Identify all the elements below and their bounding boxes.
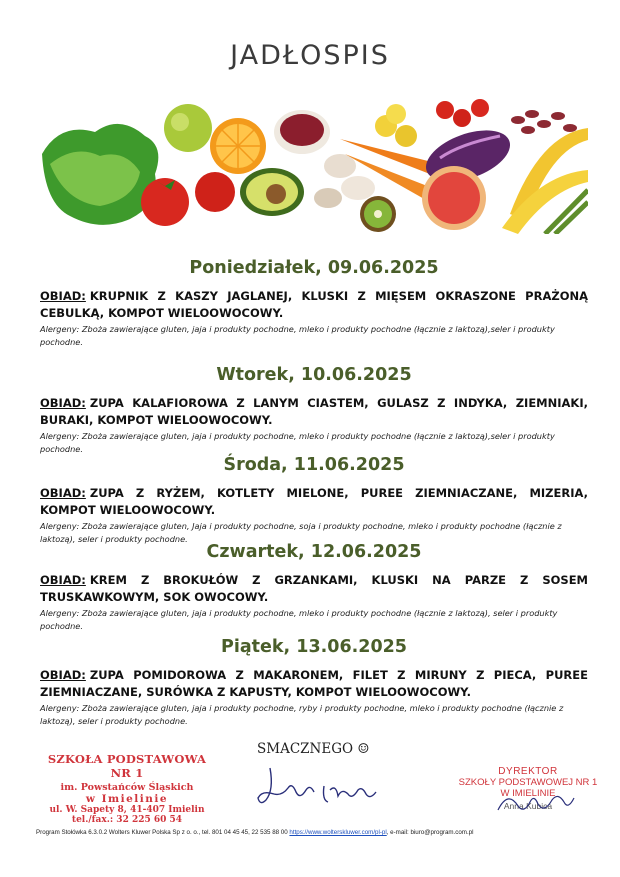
day-monday <box>40 258 588 349</box>
director-name: Anna Kubica <box>503 801 553 811</box>
director-line: SZKOŁY PODSTAWOWEJ NR 1 <box>458 777 598 788</box>
day-friday <box>40 637 588 728</box>
stamp-line: w Imielinie <box>85 793 169 805</box>
bon-appetit-note: SMACZNEGO ☺ <box>257 741 370 757</box>
meal-description <box>40 485 588 519</box>
day-wednesday <box>40 455 588 546</box>
allergens-note: Alergeny: Zboża zawierające gluten, jaja i produkty pochodne, ryby i produkty pochodne, mleko i produkty pochodne (łącznie z laktozą), seler i produkty pochodne. <box>40 703 564 726</box>
stamp-line: tel./fax.: 32 225 60 54 <box>71 815 183 825</box>
school-stamp <box>38 752 216 825</box>
meal-description <box>40 395 588 429</box>
stamp-line: SZKOŁA PODSTAWOWA NR 1 <box>47 752 207 780</box>
allergens-note: Alergeny: Zboża zawierające gluten, jaja i produkty pochodne, mleko i produkty pochodne (łącznie z laktozą),seler i produkty pochodne. <box>40 324 555 347</box>
footer-phone: tel. 801 04 45 45, 22 535 88 00 <box>202 829 288 836</box>
day-title: Czwartek, 12.06.2025 <box>206 542 422 562</box>
meal-text: ZUPA Z RYŻEM, KOTLETY MIELONE, PUREE ZIEMNIACZANE, MIZERIA, KOMPOT WIELOOWOCOWY. <box>40 486 588 517</box>
meal-label: OBIAD: <box>40 486 86 500</box>
meal-text: KRUPNIK Z KASZY JAGLANEJ, KLUSKI Z MIĘSEM OKRASZONE PRAŻONĄ CEBULKĄ, KOMPOT WIELOOWOCOWY. <box>40 289 588 320</box>
stamp-line: im. Powstańców Śląskich <box>60 782 194 793</box>
footer-email: , e-mail: biuro@program.com.pl <box>386 829 474 836</box>
director-line: DYREKTOR <box>498 766 558 777</box>
meal-description <box>40 572 588 606</box>
director-line: W IMIELINIE <box>500 788 556 799</box>
meal-description <box>40 667 588 701</box>
stamp-line: ul. W. Sapety 8, 41-407 Imielin <box>49 805 205 815</box>
signature-image <box>252 760 392 810</box>
allergens-note: Alergeny: Zboża zawierające gluten, jaja i produkty pochodne, mleko i produkty pochodne (łącznie z laktozą), seler i produkty pochodne. <box>40 608 558 631</box>
allergens-note: Alergeny: Zboża zawierające gluten, jaja i produkty pochodne, mleko i produkty pochodne (łącznie z laktozą),seler i produkty pochodne. <box>40 431 555 454</box>
allergens-note: Alergeny: Zboża zawierające gluten, Jaja i produkty pochodne, soja i produkty pochodne, mleko i produkty pochodne (łącznie z laktozą), seler i produkty pochodne. <box>40 521 562 544</box>
day-title: Wtorek, 10.06.2025 <box>216 365 412 385</box>
day-title: Piątek, 13.06.2025 <box>221 637 407 657</box>
footer-link[interactable]: https://www.wolterskluwer.com/pl-pl <box>289 829 387 836</box>
meal-label: OBIAD: <box>40 289 86 303</box>
day-tuesday <box>40 365 588 456</box>
meal-label: OBIAD: <box>40 668 86 682</box>
day-title: Poniedziałek, 09.06.2025 <box>189 258 439 278</box>
meal-text: ZUPA KALAFIOROWA Z LANYM CIASTEM, GULASZ Z INDYKA, ZIEMNIAKI, BURAKI, KOMPOT WIELOOWOCOWY. <box>40 396 588 427</box>
footer-program: Program Stołówka 6.3.0.2 Wolters Kluwer Polska Sp z o. o., <box>36 829 201 836</box>
meal-text: KREM Z BROKUŁÓW Z GRZANKAMI, KLUSKI NA PARZE Z SOSEM TRUSKAWKOWYM, SOK OWOCOWY. <box>40 573 588 604</box>
director-signature-image <box>478 780 588 820</box>
meal-text: ZUPA POMIDOROWA Z MAKARONEM, FILET Z MIRUNY Z PIECA, PUREE ZIEMNIACZANE, SURÓWKA Z KAPUSTY, KOMPOT WIELOOWOCOWY. <box>40 668 588 699</box>
meal-label: OBIAD: <box>40 573 86 587</box>
vegetables-banner-image <box>40 94 588 234</box>
day-title: Środa, 11.06.2025 <box>223 455 405 475</box>
footer <box>36 829 596 836</box>
meal-label: OBIAD: <box>40 396 86 410</box>
meal-description <box>40 288 588 322</box>
day-thursday <box>40 542 588 633</box>
page-title: JADŁOSPIS <box>230 40 390 71</box>
